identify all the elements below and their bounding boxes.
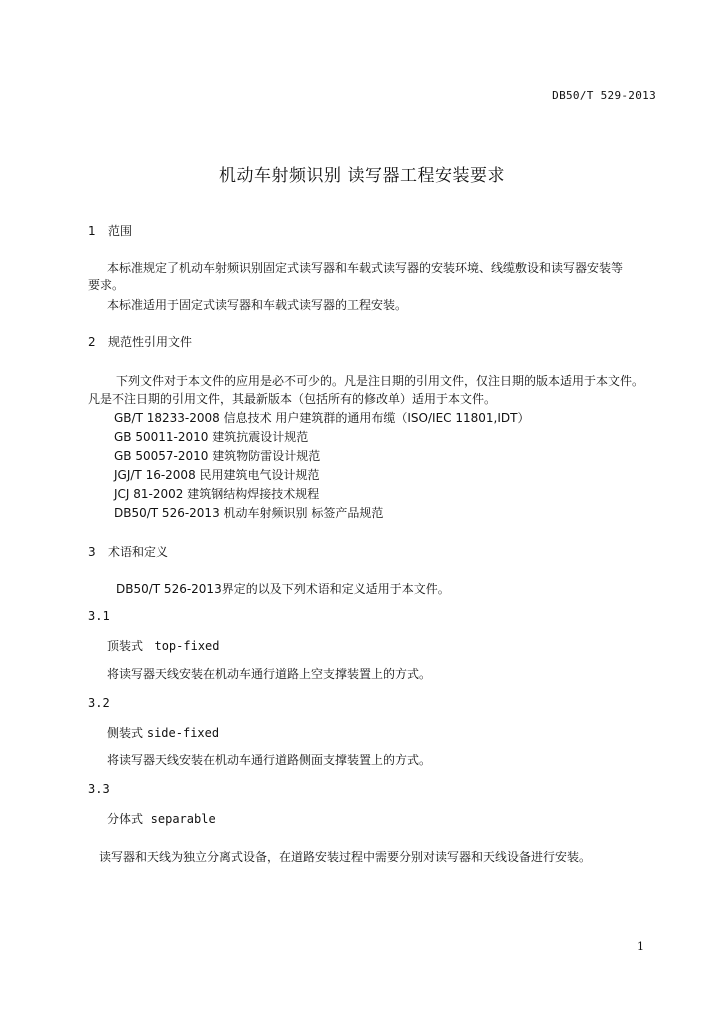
document-title: 机动车射频识别 读写器工程安装要求 — [219, 166, 505, 186]
section-title: 术语和定义 — [108, 545, 169, 559]
term-number: 3.2 — [88, 696, 110, 710]
term-name: 分体式 — [107, 812, 144, 826]
page-number: 1 — [637, 940, 644, 953]
term-heading — [107, 810, 216, 827]
section-number: 2 — [88, 335, 96, 349]
term-definition: 读写器和天线为独立分离式设备，在道路安装过程中需要分别对读写器和天线设备进行安装。 — [99, 850, 592, 864]
term-english: side-fixed — [146, 726, 220, 740]
section-number: 3 — [88, 545, 96, 559]
section-title: 范围 — [108, 224, 133, 238]
reference-item: GB 50011-2010 建筑抗震设计规范 — [114, 430, 309, 444]
section-3-intro: DB50/T 526-2013界定的以及下列术语和定义适用于本文件。 — [116, 582, 450, 596]
term-number: 3.1 — [88, 609, 110, 623]
reference-item: JCJ 81-2002 建筑钢结构焊接技术规程 — [114, 487, 320, 501]
section-2-intro-cont: 凡是不注日期的引用文件，其最新版本（包括所有的修改单）适用于本文件。 — [88, 392, 497, 406]
term-number: 3.3 — [88, 782, 110, 796]
term-english: top-fixed — [154, 639, 220, 653]
section-1-heading — [88, 222, 132, 239]
term-definition: 将读写器天线安装在机动车通行道路侧面支撑装置上的方式。 — [107, 753, 432, 767]
document-code: DB50/T 529-2013 — [552, 89, 656, 102]
section-1-paragraph-1-cont: 要求。 — [88, 278, 125, 292]
term-heading — [107, 637, 220, 654]
reference-item: JGJ/T 16-2008 民用建筑电气设计规范 — [114, 468, 320, 482]
reference-item: DB50/T 526-2013 机动车射频识别 标签产品规范 — [114, 506, 384, 520]
section-1-paragraph-1: 本标准规定了机动车射频识别固定式读写器和车载式读写器的安装环境、线缆敷设和读写器安装等 — [107, 261, 624, 275]
section-title: 规范性引用文件 — [108, 335, 193, 349]
term-heading — [107, 724, 219, 741]
term-english: separable — [150, 812, 216, 826]
term-name: 顶装式 — [107, 639, 144, 653]
section-3-heading — [88, 543, 168, 560]
term-name: 侧装式 — [107, 726, 144, 740]
section-number: 1 — [88, 224, 96, 238]
term-definition: 将读写器天线安装在机动车通行道路上空支撑装置上的方式。 — [107, 667, 432, 681]
section-2-heading — [88, 333, 192, 350]
section-2-intro: 下列文件对于本文件的应用是必不可少的。凡是注日期的引用文件，仅注日期的版本适用于本文件。 — [116, 374, 645, 388]
reference-item: GB 50057-2010 建筑物防雷设计规范 — [114, 449, 321, 463]
section-1-paragraph-2: 本标准适用于固定式读写器和车载式读写器的工程安装。 — [107, 298, 408, 312]
reference-item: GB/T 18233-2008 信息技术 用户建筑群的通用布缆（ISO/IEC 11801,IDT） — [114, 411, 530, 425]
